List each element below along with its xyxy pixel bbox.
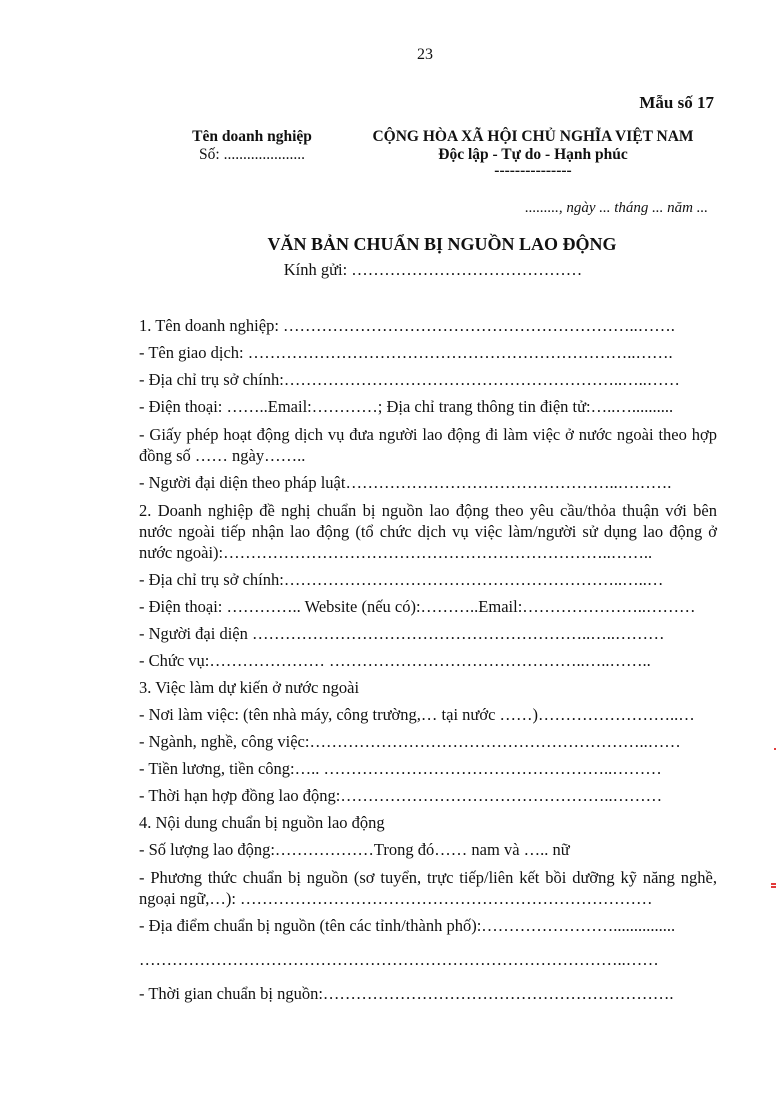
s2-address-field: - Địa chỉ trụ sở chính:……………………………………………………..…..… bbox=[139, 570, 664, 589]
document-title: VĂN BẢN CHUẨN BỊ NGUỒN LAO ĐỘNG bbox=[267, 234, 617, 254]
header-left bbox=[182, 128, 322, 164]
trade-name-field: - Tên giao dịch: ……………………………………………………………..……. bbox=[139, 343, 673, 362]
method-field: - Phương thức chuẩn bị nguồn (sơ tuyển, trực tiếp/liên kết bồi dưỡng kỹ năng nghề, ngoại ngữ,…): ………………………………………………………………… bbox=[139, 868, 717, 908]
scan-artifact bbox=[771, 883, 776, 885]
document-number: Số: ..................... bbox=[199, 146, 305, 163]
position-field: - Chức vụ:………………… ………………………………………..…..…….. bbox=[139, 651, 651, 670]
section-3-heading: 3. Việc làm dự kiến ở nước ngoài bbox=[139, 678, 360, 697]
location-continuation: ……………………………………………………………………………..…… bbox=[139, 950, 659, 969]
contract-term-field: - Thời hạn hợp đồng lao động:…………………………………………..……… bbox=[139, 786, 663, 805]
scan-artifact bbox=[774, 748, 776, 750]
legal-rep-field: - Người đại diện theo pháp luật…………………………………………..………. bbox=[139, 473, 672, 492]
section-1-heading: 1. Tên doanh nghiệp: ………………………………………………………..……. bbox=[139, 316, 675, 335]
page-number: 23 bbox=[417, 46, 433, 63]
s1-contact-field: - Điện thoại: ……..Email:…………; Địa chỉ trang thông tin điện tử:…..….......... bbox=[139, 397, 674, 416]
section-2-heading: 2. Doanh nghiệp đề nghị chuẩn bị nguồn lao động theo yêu cầu/thỏa thuận với bên nước ngoài tiếp nhận lao động (tổ chức dịch vụ việc làm/người sử dụng lao động ở nước ngoài):……………………………………………………………..…….. bbox=[139, 501, 717, 562]
country-name: CỘNG HÒA XÃ HỘI CHỦ NGHĨA VIỆT NAM bbox=[372, 128, 694, 145]
time-field: - Thời gian chuẩn bị nguồn:………………………………………………………. bbox=[139, 984, 674, 1003]
date-line: ........., ngày ... tháng ... năm ... bbox=[525, 200, 708, 216]
form-code: Mẫu số 17 bbox=[639, 93, 714, 112]
quantity-field: - Số lượng lao động:………………Trong đó…… nam và ….. nữ bbox=[139, 840, 570, 859]
s1-address-field: - Địa chỉ trụ sở chính:……………………………………………………..…..…… bbox=[139, 370, 680, 389]
workplace-field: - Nơi làm việc: (tên nhà máy, công trường,… tại nước ……)……………………..… bbox=[139, 705, 695, 724]
document-body bbox=[139, 316, 717, 1011]
s2-contact-field: - Điện thoại: ………….. Website (nếu có):………..Email:…………………..……… bbox=[139, 597, 696, 616]
occupation-field: - Ngành, nghề, công việc:……………………………………………………..…… bbox=[139, 732, 681, 751]
header-separator: --------------- bbox=[494, 162, 572, 179]
organization-name: Tên doanh nghiệp bbox=[192, 128, 312, 145]
section-4-heading: 4. Nội dung chuẩn bị nguồn lao động bbox=[139, 813, 385, 832]
license-field: - Giấy phép hoạt động dịch vụ đưa người lao động đi làm việc ở nước ngoài theo hợp đồng số …… ngày…….. bbox=[139, 425, 717, 465]
header-right bbox=[352, 128, 714, 178]
wage-field: - Tiền lương, tiền công:….. ……………………………………………..……… bbox=[139, 759, 662, 778]
location-field: - Địa điểm chuẩn bị nguồn (tên các tỉnh/thành phố):……………………............... bbox=[139, 916, 676, 935]
scan-artifact bbox=[771, 886, 776, 888]
national-motto: Độc lập - Tự do - Hạnh phúc bbox=[438, 146, 628, 163]
recipient-line: Kính gửi: …………………………………… bbox=[283, 260, 583, 279]
representative-field: - Người đại diện ……………………………………………………..…..……… bbox=[139, 624, 665, 643]
